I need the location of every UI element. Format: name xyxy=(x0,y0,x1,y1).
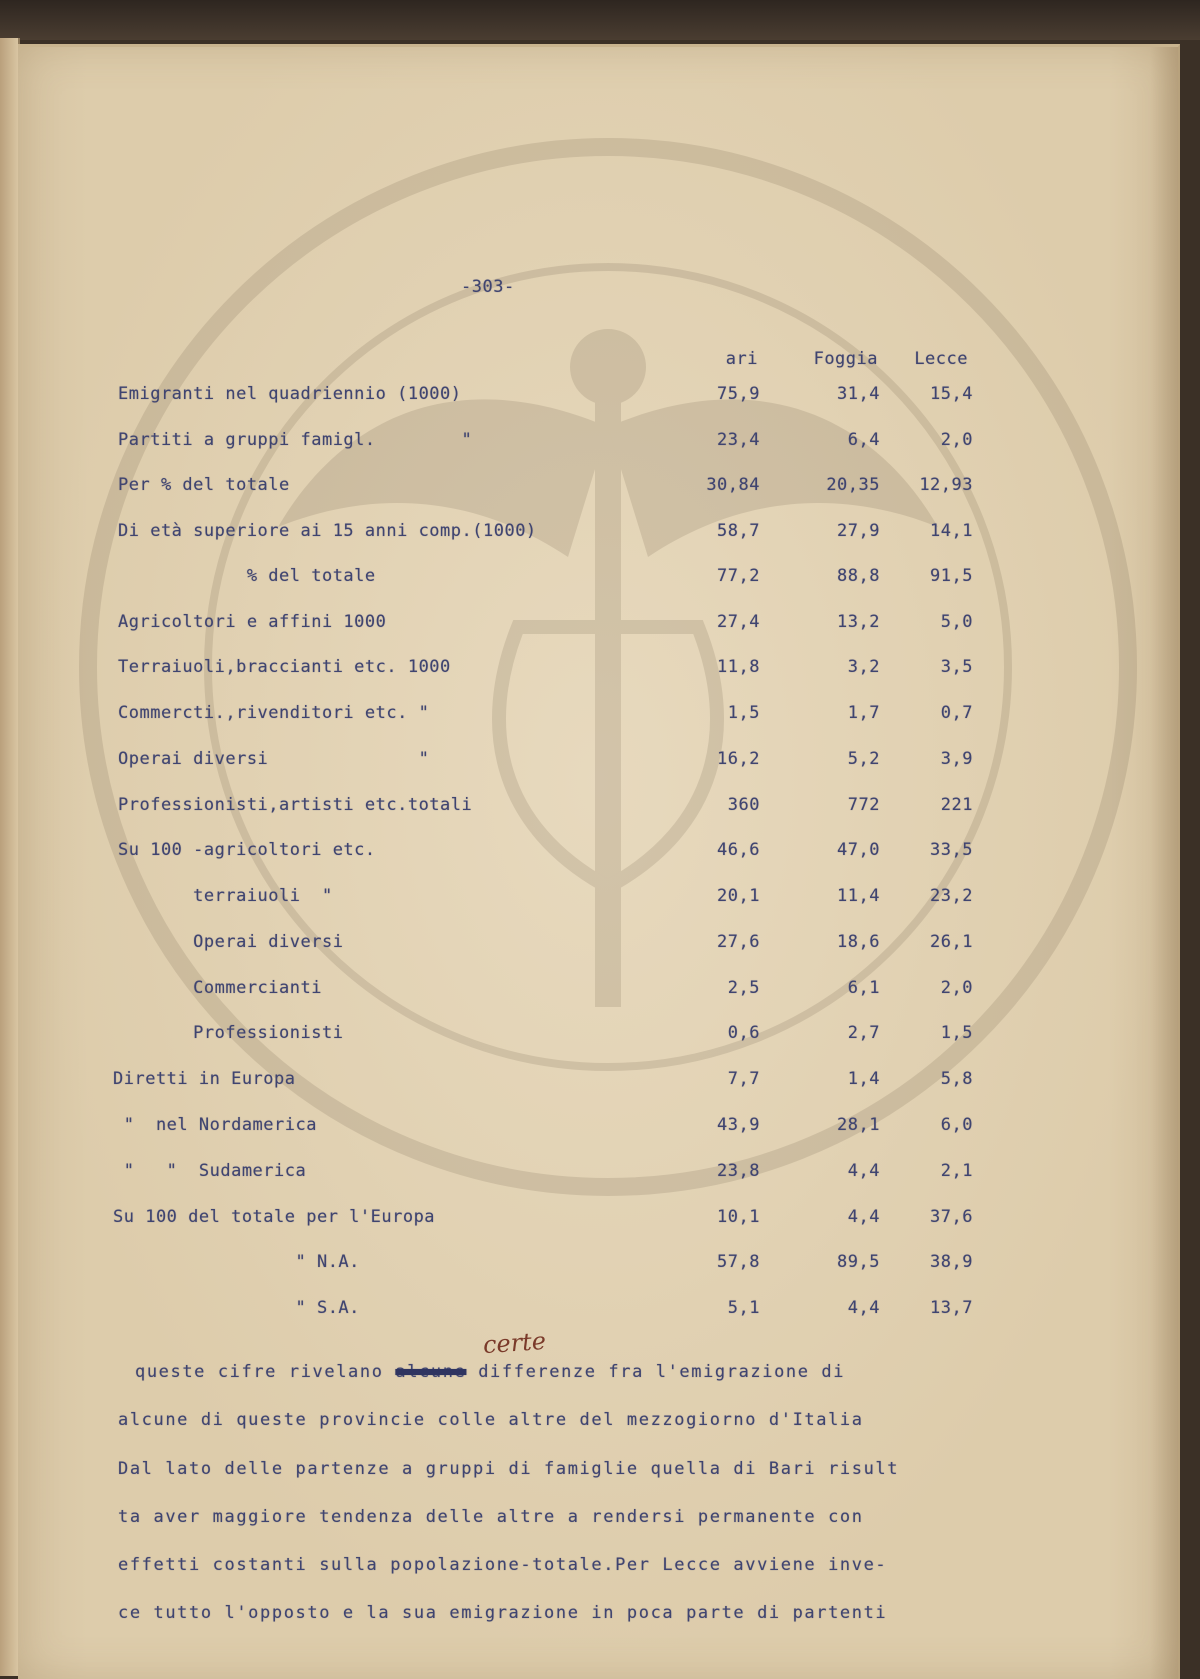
table-cell-bari: 75,9 xyxy=(717,384,760,404)
table-row-label: Commercianti xyxy=(118,978,322,998)
prose-line-1-end: differenze fra l'emigrazione di xyxy=(466,1362,846,1382)
prose-line-1 xyxy=(135,1362,845,1382)
table-cell-lecce: 0,7 xyxy=(940,703,973,723)
table-cell-foggia: 4,4 xyxy=(847,1298,880,1318)
table-cell-lecce: 3,5 xyxy=(940,657,973,677)
table-row-label: Operai diversi " xyxy=(118,749,430,769)
table-cell-foggia: 5,2 xyxy=(847,749,880,769)
table-cell-bari: 46,6 xyxy=(717,840,760,860)
table-cell-foggia: 6,1 xyxy=(847,978,880,998)
table-row-label: Per % del totale xyxy=(118,475,290,495)
table-row-label: Terraiuoli,braccianti etc. 1000 xyxy=(118,657,451,677)
prose-line-2: alcune di queste provincie colle altre del mezzogiorno d'Italia xyxy=(118,1410,864,1430)
table-row-label: Operai diversi xyxy=(118,932,344,952)
table-cell-foggia: 6,4 xyxy=(847,430,880,450)
table-cell-foggia: 2,7 xyxy=(847,1023,880,1043)
table-cell-lecce: 5,0 xyxy=(940,612,973,632)
table-cell-lecce: 26,1 xyxy=(930,932,973,952)
table-cell-lecce: 6,0 xyxy=(940,1115,973,1135)
prose-line-5: effetti costanti sulla popolazione-totale.Per Lecce avviene inve- xyxy=(118,1555,888,1575)
prose-line-4: ta aver maggiore tendenza delle altre a rendersi permanente con xyxy=(118,1507,864,1527)
table-cell-foggia: 1,4 xyxy=(847,1069,880,1089)
table-row-label: Professionisti,artisti etc.totali xyxy=(118,795,473,815)
table-cell-lecce: 5,8 xyxy=(940,1069,973,1089)
table-cell-lecce: 23,2 xyxy=(930,886,973,906)
table-cell-foggia: 18,6 xyxy=(837,932,880,952)
table-row-label: Emigranti nel quadriennio (1000) xyxy=(118,384,462,404)
table-cell-lecce: 37,6 xyxy=(930,1207,973,1227)
table-cell-lecce: 33,5 xyxy=(930,840,973,860)
table-cell-foggia: 3,2 xyxy=(847,657,880,677)
table-cell-bari: 20,1 xyxy=(717,886,760,906)
table-cell-bari: 5,1 xyxy=(727,1298,760,1318)
struck-word: alcune xyxy=(395,1362,467,1382)
prose-line-3: Dal lato delle partenze a gruppi di famiglie quella di Bari risult xyxy=(118,1459,900,1479)
table-cell-foggia: 27,9 xyxy=(837,521,880,541)
table-cell-bari: 77,2 xyxy=(717,566,760,586)
table-cell-lecce: 13,7 xyxy=(930,1298,973,1318)
table-row-label: " S.A. xyxy=(113,1298,360,1318)
table-cell-lecce: 38,9 xyxy=(930,1252,973,1272)
handwritten-insertion: certe xyxy=(482,1326,547,1360)
page-shadow-edge xyxy=(1150,47,1178,1679)
table-cell-lecce: 12,93 xyxy=(919,475,973,495)
prose-line-6: ce tutto l'opposto e la sua emigrazione in poca parte di partenti xyxy=(118,1603,888,1623)
table-row-label: " N.A. xyxy=(113,1252,360,1272)
table-row-label: " " Sudamerica xyxy=(113,1161,307,1181)
table-row-label: Partiti a gruppi famigl. " xyxy=(118,430,473,450)
table-cell-lecce: 91,5 xyxy=(930,566,973,586)
table-cell-bari: 0,6 xyxy=(727,1023,760,1043)
table-row-label: Su 100 -agricoltori etc. xyxy=(118,840,376,860)
table-cell-foggia: 89,5 xyxy=(837,1252,880,1272)
table-row-label: % del totale xyxy=(118,566,376,586)
table-cell-bari: 57,8 xyxy=(717,1252,760,1272)
table-cell-bari: 23,4 xyxy=(717,430,760,450)
table-cell-lecce: 1,5 xyxy=(940,1023,973,1043)
table-cell-bari: 7,7 xyxy=(727,1069,760,1089)
table-cell-bari: 2,5 xyxy=(727,978,760,998)
table-row-label: Professionisti xyxy=(118,1023,344,1043)
table-cell-bari: 1,5 xyxy=(727,703,760,723)
page-number: -303- xyxy=(461,277,515,297)
table-cell-bari: 10,1 xyxy=(717,1207,760,1227)
table-row-label: Su 100 del totale per l'Europa xyxy=(113,1207,436,1227)
table-row-label: Diretti in Europa xyxy=(113,1069,296,1089)
table-cell-lecce: 2,1 xyxy=(940,1161,973,1181)
prose-line-1-start: queste cifre rivelano xyxy=(135,1362,396,1382)
table-cell-lecce: 2,0 xyxy=(940,430,973,450)
table-cell-foggia: 1,7 xyxy=(847,703,880,723)
table-row-label: Di età superiore ai 15 anni comp.(1000) xyxy=(118,521,537,541)
table-cell-bari: 27,4 xyxy=(717,612,760,632)
table-cell-bari: 16,2 xyxy=(717,749,760,769)
table-cell-foggia: 31,4 xyxy=(837,384,880,404)
table-cell-foggia: 28,1 xyxy=(837,1115,880,1135)
column-header-bari: ari xyxy=(725,349,758,369)
table-row-label: Commercti.,rivenditori etc. " xyxy=(118,703,430,723)
table-cell-bari: 360 xyxy=(727,795,760,815)
table-cell-foggia: 13,2 xyxy=(837,612,880,632)
table-cell-bari: 58,7 xyxy=(717,521,760,541)
column-header-lecce: Lecce xyxy=(914,349,968,369)
table-cell-lecce: 221 xyxy=(940,795,973,815)
table-cell-foggia: 88,8 xyxy=(837,566,880,586)
table-cell-foggia: 4,4 xyxy=(847,1207,880,1227)
table-cell-foggia: 47,0 xyxy=(837,840,880,860)
table-cell-foggia: 772 xyxy=(847,795,880,815)
table-row-label: " nel Nordamerica xyxy=(113,1115,317,1135)
table-row-label: Agricoltori e affini 1000 xyxy=(118,612,387,632)
left-page-edge xyxy=(0,38,20,1676)
table-cell-lecce: 3,9 xyxy=(940,749,973,769)
table-cell-lecce: 2,0 xyxy=(940,978,973,998)
table-cell-lecce: 15,4 xyxy=(930,384,973,404)
table-row-label: terraiuoli " xyxy=(118,886,333,906)
table-cell-bari: 27,6 xyxy=(717,932,760,952)
table-cell-bari: 43,9 xyxy=(717,1115,760,1135)
column-header-foggia: Foggia xyxy=(813,349,878,369)
table-cell-bari: 30,84 xyxy=(706,475,760,495)
table-cell-bari: 11,8 xyxy=(717,657,760,677)
table-cell-foggia: 4,4 xyxy=(847,1161,880,1181)
table-cell-lecce: 14,1 xyxy=(930,521,973,541)
table-cell-bari: 23,8 xyxy=(717,1161,760,1181)
document-page xyxy=(18,44,1180,1679)
table-cell-foggia: 11,4 xyxy=(837,886,880,906)
table-cell-foggia: 20,35 xyxy=(826,475,880,495)
scan-background-top xyxy=(0,0,1200,40)
